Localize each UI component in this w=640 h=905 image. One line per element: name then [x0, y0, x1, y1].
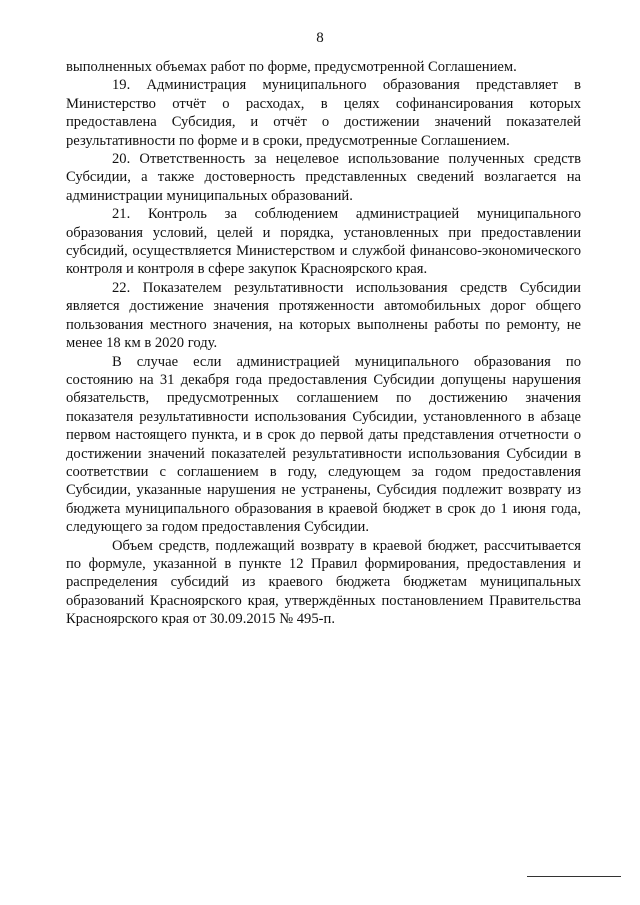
paragraph-22-violation: В случае если администрацией муниципального образования по состоянию на 31 декабря года предоставления Субсидии допущены нарушения обязательств, предусмотренных соглашением по достижению значения показателя результативности использования Субсидии, установленного в абзаце первом настоящего пункта, и в срок до первой даты представления отчетности о достижении значений показателей результативности использования Субсидии в соответствии с соглашением в году, следующем за годом предоставления Субсидии, указанные нарушения не устранены, Субсидия подлежит возврату из бюджета муниципального образования в краевой бюджет в срок до 1 июня года, следующего за годом предоставления Субсидии.: [66, 353, 581, 536]
document-body: [66, 58, 581, 629]
paragraph-21: 21. Контроль за соблюдением администрацией муниципального образования условий, целей и порядка, установленных при предоставлении субсидий, осуществляется Министерством и службой финансово-экономического контроля и контроля в сфере закупок Красноярского края.: [66, 206, 581, 278]
paragraph-20: 20. Ответственность за нецелевое использование полученных средств Субсидии, а также достоверность представленных сведений возлагается на администрации муниципальных образований.: [66, 151, 581, 204]
paragraph-22: 22. Показателем результативности использования средств Субсидии является достижение значения протяженности автомобильных дорог общего пользования местного значения, на которых выполнены работы по ремонту, не менее 18 км в 2020 году.: [66, 279, 581, 352]
page-number: 8: [316, 30, 324, 46]
paragraph-22-refund: Объем средств, подлежащий возврату в краевой бюджет, рассчитывается по формуле, указанной в пункте 12 Правил формирования, предоставления и распределения субсидий из краевого бюджета бюджетам муниципальных образований Красноярского края, утверждённых постановлением Правительства Красноярского края от 30.09.2015 № 495-п.: [66, 537, 581, 628]
footer-divider: [527, 876, 621, 877]
paragraph-continuation: выполненных объемах работ по форме, предусмотренной Соглашением.: [66, 59, 517, 75]
paragraph-19: 19. Администрация муниципального образования представляет в Министерство отчёт о расходах, в целях софинансирования которых предоставлена Субсидия, и отчёт о достижении значений показателей результативности по форме и в сроки, предусмотренные Соглашением.: [66, 77, 581, 149]
